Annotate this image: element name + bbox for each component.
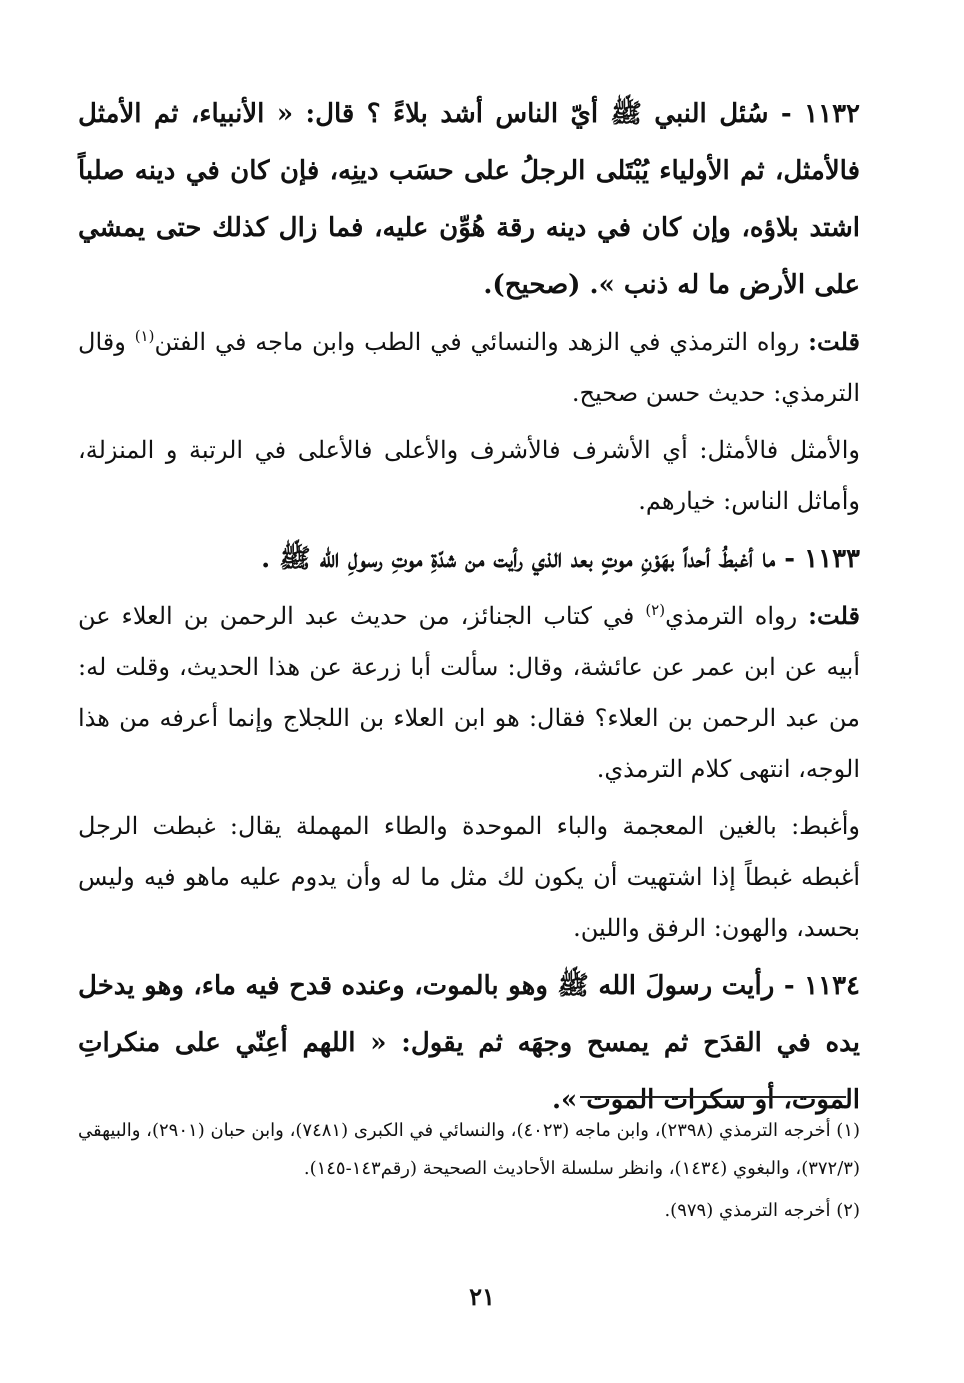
commentary-1133-source bbox=[78, 590, 860, 795]
hadith-number: ١١٣٢ bbox=[804, 99, 860, 129]
footnote-ref-2: (٢) bbox=[645, 601, 666, 619]
footnote-ref-1: (١) bbox=[134, 327, 155, 345]
commentary-1132-gloss bbox=[78, 425, 860, 527]
commentary-text: وقال الترمذي: حديث حسن صحيح. bbox=[78, 328, 860, 407]
hadith-number: ١١٣٣ bbox=[804, 544, 860, 574]
commentary-text: في كتاب الجنائز، من حديث عبد الرحمن بن العلاء عن أبيه عن ابن عمر عن عائشة، وقال: سألت أبا زرعة عن هذا الحديث، وقلت له: من عبد الرحمن بن العلاء؟ فقال: هو ابن العلاء بن اللجلاج وإنما أعرفه من هذا الوجه، انتهى كلام الترمذي. bbox=[78, 602, 860, 783]
footnote-divider bbox=[580, 1096, 846, 1098]
commentary-1133-gloss bbox=[78, 801, 860, 954]
commentary-label: قلت: bbox=[808, 327, 860, 356]
hadith-number: ١١٣٤ bbox=[804, 971, 860, 1001]
footnote-2: (٢) أخرجه الترمذي (٩٧٩). bbox=[664, 1200, 860, 1221]
commentary-text: والأمثل فالأمثل: أي الأشرف فالأشرف والأعلى فالأعلى في الرتبة و المنزلة، وأماثل الناس: خيارهم. bbox=[78, 436, 860, 515]
commentary-text: رواه الترمذي في الزهد والنسائي في الطب وابن ماجه في الفتن bbox=[154, 328, 809, 356]
hadith-1134 bbox=[78, 958, 860, 1129]
footnote-1: (١) أخرجه الترمذي (٢٣٩٨)، وابن ماجه (٤٠٢٣)، والنسائي في الكبرى (٧٤٨١)، وابن حبان (٢٩٠١)، والبيهقي (٣٧٢/٣)، والبغوي (١٤٣٤)، وانظر سلسلة الأحاديث الصحيحة (رقم١٤٣-١٤٥). bbox=[78, 1120, 861, 1179]
commentary-1132-source bbox=[78, 316, 860, 419]
hadith-text: - رأيت رسولَ الله ﷺ وهو بالموت، وعنده قدح فيه ماء، وهو يدخل يده في القدَح ثم يمسح وجهَه ثم يقول: « اللهم أعِنّي على منكراتِ الموت، أو سكرات الموت ». bbox=[78, 971, 860, 1115]
commentary-text: وأغبط: بالغين المعجمة والباء الموحدة والطاء المهملة يقال: غبطت الرجل أغبطه غبطاً إذا اشتهيت أن يكون لك مثل ما له وأن يدوم عليه ماهو فيه وليس بحسد، والهون: الرفق واللين. bbox=[78, 812, 860, 942]
hadith-1132 bbox=[78, 86, 860, 314]
commentary-text: رواه الترمذي bbox=[665, 602, 809, 630]
main-text bbox=[78, 86, 860, 1129]
commentary-label: قلت: bbox=[808, 601, 860, 630]
hadith-1133 bbox=[78, 531, 860, 588]
footnotes bbox=[78, 1112, 860, 1230]
hadith-text: - ما أغبطُ أحداً بهَوْنِ موتٍ بعد الذي رأيت من شدّةِ موتِ رسولِ الله ﷺ . bbox=[261, 544, 805, 574]
page-number: ٢١ bbox=[469, 1282, 495, 1311]
hadith-text: - سُئل النبي ﷺ أيّ الناس أشد بلاءً ؟ قال: « الأنبياء، ثم الأمثل فالأمثل، ثم الأولياء يُبْتَلى الرجلُ على حسَب دينِه، فإن كان في دينه صلباً اشتد بلاؤه، وإن كان في دينه رقة هُوِّن عليه، فما زال كذلك حتى يمشي على الأرض ما له ذنب ». (صحيح). bbox=[78, 99, 860, 300]
